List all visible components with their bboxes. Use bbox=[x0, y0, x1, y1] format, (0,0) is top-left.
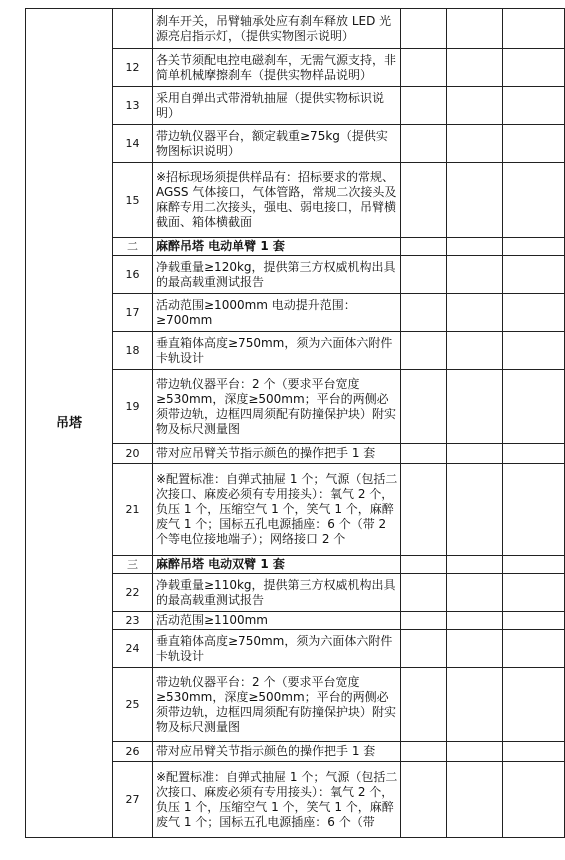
empty-cell bbox=[503, 163, 565, 238]
empty-cell bbox=[447, 87, 503, 125]
empty-cell bbox=[447, 238, 503, 256]
empty-cell bbox=[401, 238, 447, 256]
empty-cell bbox=[503, 125, 565, 163]
empty-cell bbox=[503, 9, 565, 49]
item-number: 12 bbox=[113, 49, 153, 87]
empty-cell bbox=[447, 464, 503, 556]
item-number: 16 bbox=[113, 256, 153, 294]
empty-cell bbox=[503, 574, 565, 612]
empty-cell bbox=[401, 87, 447, 125]
empty-cell bbox=[503, 370, 565, 444]
item-description: 刹车开关，吊臂轴承处应有刹车释放 LED 光源亮启指示灯，（提供实物图示说明） bbox=[153, 9, 401, 49]
empty-cell bbox=[447, 668, 503, 742]
item-description: 活动范围≥1000mm 电动提升范围：≥700mm bbox=[153, 294, 401, 332]
item-description: 净载重量≥120kg，提供第三方权威机构出具的最高载重测试报告 bbox=[153, 256, 401, 294]
empty-cell bbox=[503, 87, 565, 125]
empty-cell bbox=[503, 238, 565, 256]
item-number: 25 bbox=[113, 668, 153, 742]
empty-cell bbox=[447, 125, 503, 163]
empty-cell bbox=[503, 332, 565, 370]
item-number: 18 bbox=[113, 332, 153, 370]
empty-cell bbox=[401, 163, 447, 238]
empty-cell bbox=[401, 294, 447, 332]
empty-cell bbox=[447, 556, 503, 574]
empty-cell bbox=[503, 294, 565, 332]
item-description: 活动范围≥1100mm bbox=[153, 612, 401, 630]
empty-cell bbox=[401, 464, 447, 556]
category-cell: 吊塔 bbox=[26, 9, 113, 838]
empty-cell bbox=[401, 332, 447, 370]
item-description: 各关节须配电控电磁刹车，无需气源支持，非简单机械摩擦刹车（提供实物样品说明） bbox=[153, 49, 401, 87]
empty-cell bbox=[503, 762, 565, 838]
item-number: 21 bbox=[113, 464, 153, 556]
item-number bbox=[113, 9, 153, 49]
empty-cell bbox=[447, 49, 503, 87]
item-description: 垂直箱体高度≥750mm，须为六面体六附件卡轨设计 bbox=[153, 332, 401, 370]
empty-cell bbox=[503, 612, 565, 630]
empty-cell bbox=[503, 49, 565, 87]
item-number: 23 bbox=[113, 612, 153, 630]
empty-cell bbox=[503, 464, 565, 556]
empty-cell bbox=[401, 49, 447, 87]
empty-cell bbox=[447, 163, 503, 238]
item-number: 17 bbox=[113, 294, 153, 332]
item-number: 22 bbox=[113, 574, 153, 612]
empty-cell bbox=[401, 668, 447, 742]
item-number: 13 bbox=[113, 87, 153, 125]
empty-cell bbox=[503, 668, 565, 742]
empty-cell bbox=[447, 742, 503, 762]
item-description: 带边轨仪器平台：2 个（要求平台宽度≥530mm，深度≥500mm；平台的两侧必须带边轨，边框四周须配有防撞保护块）附实物及标尺测量图 bbox=[153, 668, 401, 742]
item-number: 20 bbox=[113, 444, 153, 464]
item-number: 三 bbox=[113, 556, 153, 574]
item-number: 19 bbox=[113, 370, 153, 444]
empty-cell bbox=[503, 630, 565, 668]
item-description: 带对应吊臂关节指示颜色的操作把手 1 套 bbox=[153, 742, 401, 762]
empty-cell bbox=[401, 9, 447, 49]
item-description: ※配置标准：自弹式抽屉 1 个；气源（包括二次接口、麻废必须有专用接头）：氧气 2 个，负压 1 个，压缩空气 1 个，笑气 1 个，麻醉废气 1 个；国标五孔电源插座：6 个（带 2 个等电位接地端子）；网络接口 2 个 bbox=[153, 464, 401, 556]
spec-table-body bbox=[26, 9, 565, 838]
item-number: 二 bbox=[113, 238, 153, 256]
empty-cell bbox=[447, 762, 503, 838]
empty-cell bbox=[401, 125, 447, 163]
section-title: 麻醉吊塔 电动双臂 1 套 bbox=[153, 556, 401, 574]
empty-cell bbox=[401, 556, 447, 574]
item-number: 27 bbox=[113, 762, 153, 838]
empty-cell bbox=[447, 630, 503, 668]
item-description: 采用自弹出式带滑轨抽屉（提供实物标识说明） bbox=[153, 87, 401, 125]
item-description: 带对应吊臂关节指示颜色的操作把手 1 套 bbox=[153, 444, 401, 464]
empty-cell bbox=[447, 612, 503, 630]
empty-cell bbox=[447, 294, 503, 332]
item-number: 26 bbox=[113, 742, 153, 762]
empty-cell bbox=[447, 370, 503, 444]
item-description: ※配置标准：自弹式抽屉 1 个；气源（包括二次接口、麻废必须有专用接头）：氧气 2 个，负压 1 个，压缩空气 1 个，笑气 1 个，麻醉废气 1 个；国标五孔电源插座：6 个（带 bbox=[153, 762, 401, 838]
empty-cell bbox=[401, 742, 447, 762]
empty-cell bbox=[401, 256, 447, 294]
item-description: 带边轨仪器平台：2 个（要求平台宽度≥530mm，深度≥500mm；平台的两侧必须带边轨，边框四周须配有防撞保护块）附实物及标尺测量图 bbox=[153, 370, 401, 444]
item-number: 24 bbox=[113, 630, 153, 668]
item-number: 14 bbox=[113, 125, 153, 163]
item-number: 15 bbox=[113, 163, 153, 238]
empty-cell bbox=[401, 444, 447, 464]
empty-cell bbox=[503, 742, 565, 762]
empty-cell bbox=[503, 256, 565, 294]
empty-cell bbox=[447, 332, 503, 370]
empty-cell bbox=[401, 762, 447, 838]
empty-cell bbox=[447, 9, 503, 49]
item-description: 垂直箱体高度≥750mm，须为六面体六附件卡轨设计 bbox=[153, 630, 401, 668]
item-description: 带边轨仪器平台，额定载重≥75kg（提供实物图标识说明） bbox=[153, 125, 401, 163]
empty-cell bbox=[401, 630, 447, 668]
empty-cell bbox=[401, 370, 447, 444]
empty-cell bbox=[503, 444, 565, 464]
empty-cell bbox=[503, 556, 565, 574]
empty-cell bbox=[401, 612, 447, 630]
empty-cell bbox=[447, 256, 503, 294]
item-description: 净载重量≥110kg，提供第三方权威机构出具的最高载重测试报告 bbox=[153, 574, 401, 612]
table-row bbox=[26, 9, 565, 49]
spec-table bbox=[25, 8, 565, 838]
item-description: ※招标现场须提供样品有：招标要求的常规、AGSS 气体接口，气体管路，常规二次接头及麻醉专用二次接头，强电、弱电接口，吊臂横截面、箱体横截面 bbox=[153, 163, 401, 238]
section-title: 麻醉吊塔 电动单臂 1 套 bbox=[153, 238, 401, 256]
empty-cell bbox=[447, 444, 503, 464]
empty-cell bbox=[401, 574, 447, 612]
empty-cell bbox=[447, 574, 503, 612]
